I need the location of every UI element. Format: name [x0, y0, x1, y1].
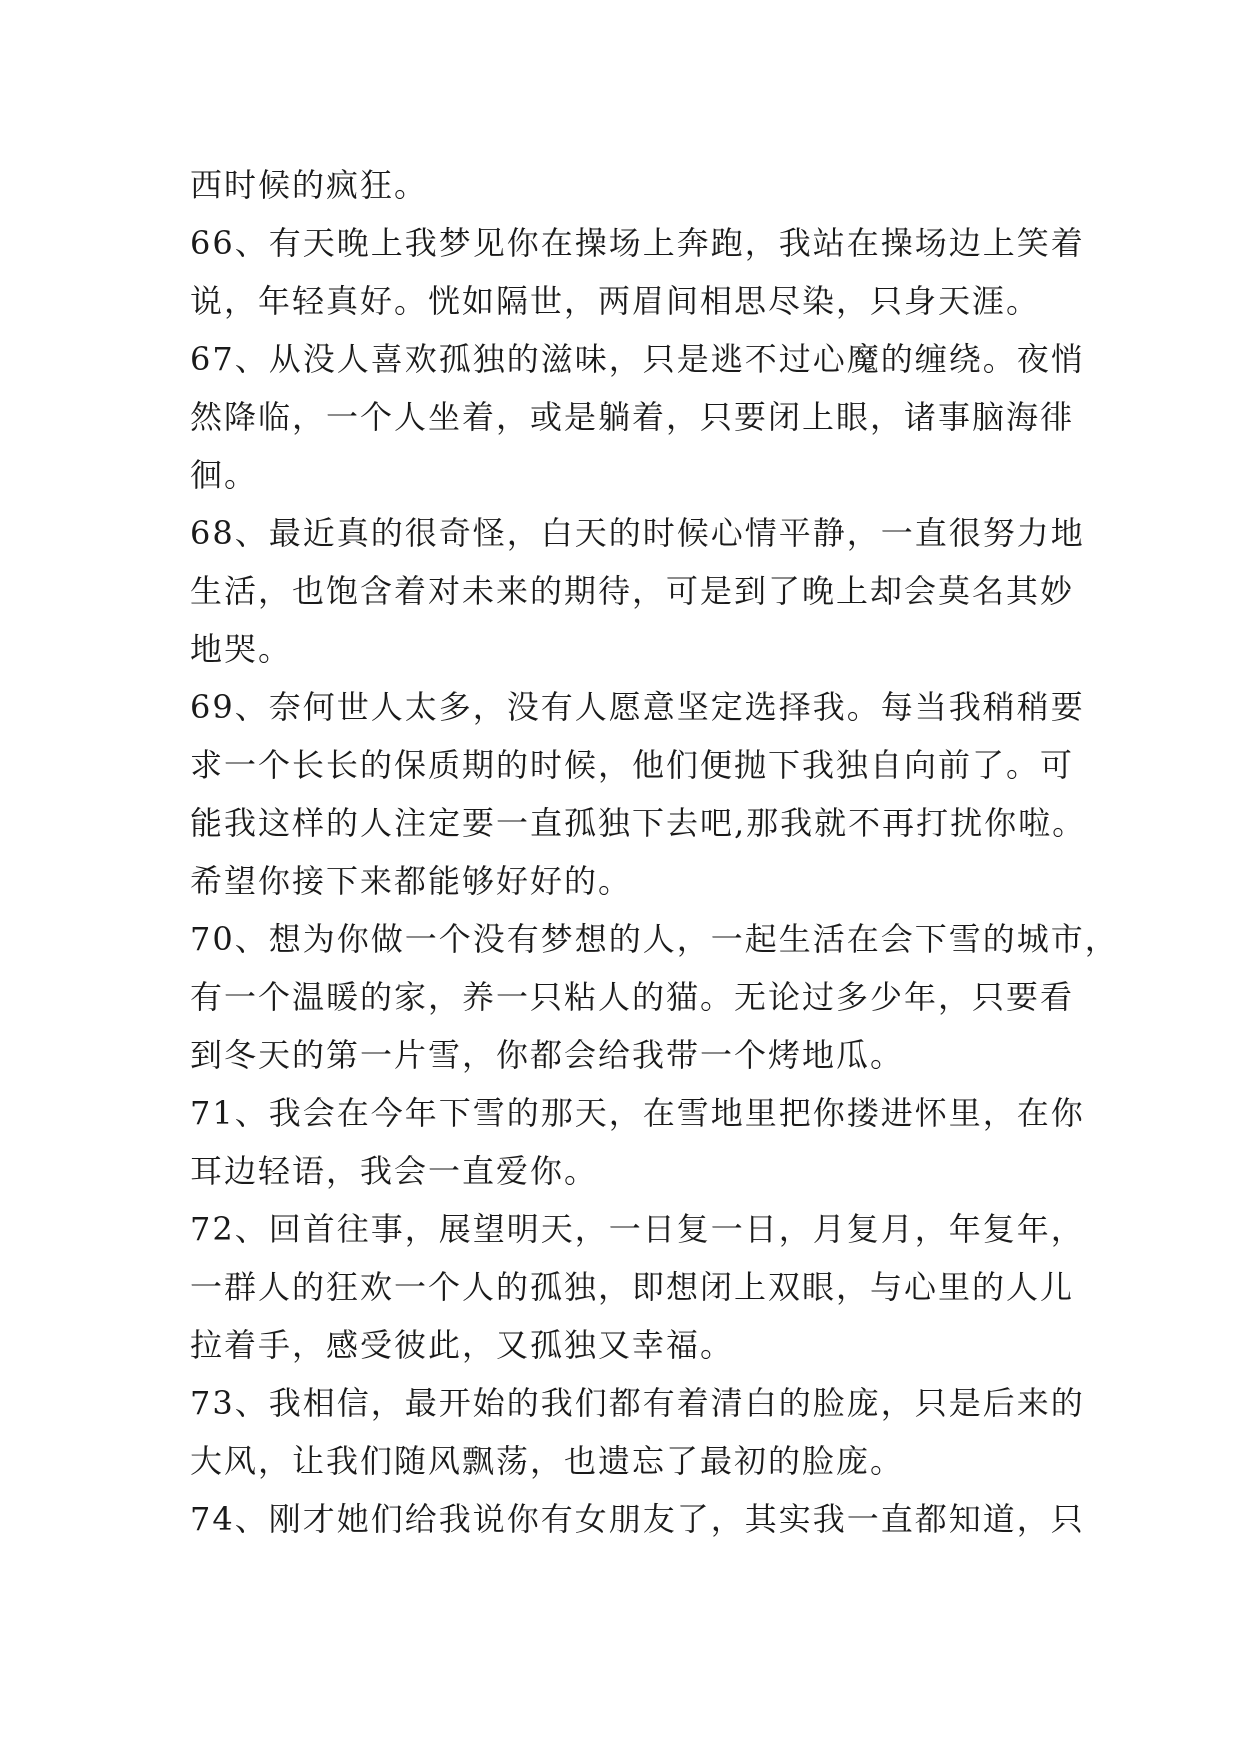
text-line: 68、最近真的很奇怪，白天的时候心情平静，一直很努力地: [190, 514, 1085, 552]
text-line: 67、从没人喜欢孤独的滋味，只是逃不过心魔的缠绕。夜悄: [190, 340, 1085, 378]
text-line: 求一个长长的保质期的时候，他们便抛下我独自向前了。可: [190, 746, 1075, 784]
text-line: 地哭。: [190, 630, 293, 668]
text-line: 耳边轻语，我会一直爱你。: [190, 1152, 599, 1190]
text-line: 70、想为你做一个没有梦想的人，一起生活在会下雪的城市，: [190, 920, 1119, 958]
text-line: 西时候的疯狂。: [190, 166, 429, 204]
document-body: [190, 156, 1119, 1548]
text-line: 一群人的狂欢一个人的孤独，即想闭上双眼，与心里的人儿: [190, 1268, 1075, 1306]
text-line: 生活，也饱含着对未来的期待，可是到了晚上却会莫名其妙: [190, 572, 1075, 610]
text-line: 71、我会在今年下雪的那天，在雪地里把你搂进怀里，在你: [190, 1094, 1085, 1132]
text-line: 72、回首往事，展望明天，一日复一日，月复月，年复年，: [190, 1210, 1085, 1248]
text-line: 拉着手，感受彼此，又孤独又幸福。: [190, 1326, 735, 1364]
text-line: 能我这样的人注定要一直孤独下去吧,那我就不再打扰你啦。: [190, 804, 1087, 842]
text-line: 69、奈何世人太多，没有人愿意坚定选择我。每当我稍稍要: [190, 688, 1085, 726]
text-line: 73、我相信，最开始的我们都有着清白的脸庞，只是后来的: [190, 1384, 1085, 1422]
text-line: 有一个温暖的家，养一只粘人的猫。无论过多少年，只要看: [190, 978, 1075, 1016]
text-line: 说，年轻真好。恍如隔世，两眉间相思尽染，只身天涯。: [190, 282, 1041, 320]
text-line: 74、刚才她们给我说你有女朋友了，其实我一直都知道，只: [190, 1500, 1085, 1538]
text-line: 大风，让我们随风飘荡，也遗忘了最初的脸庞。: [190, 1442, 905, 1480]
text-line: 徊。: [190, 456, 259, 494]
text-line: 希望你接下来都能够好好的。: [190, 862, 633, 900]
text-line: 然降临，一个人坐着，或是躺着，只要闭上眼，诸事脑海徘: [190, 398, 1075, 436]
text-line: 到冬天的第一片雪，你都会给我带一个烤地瓜。: [190, 1036, 905, 1074]
text-line: 66、有天晚上我梦见你在操场上奔跑，我站在操场边上笑着: [190, 224, 1085, 262]
